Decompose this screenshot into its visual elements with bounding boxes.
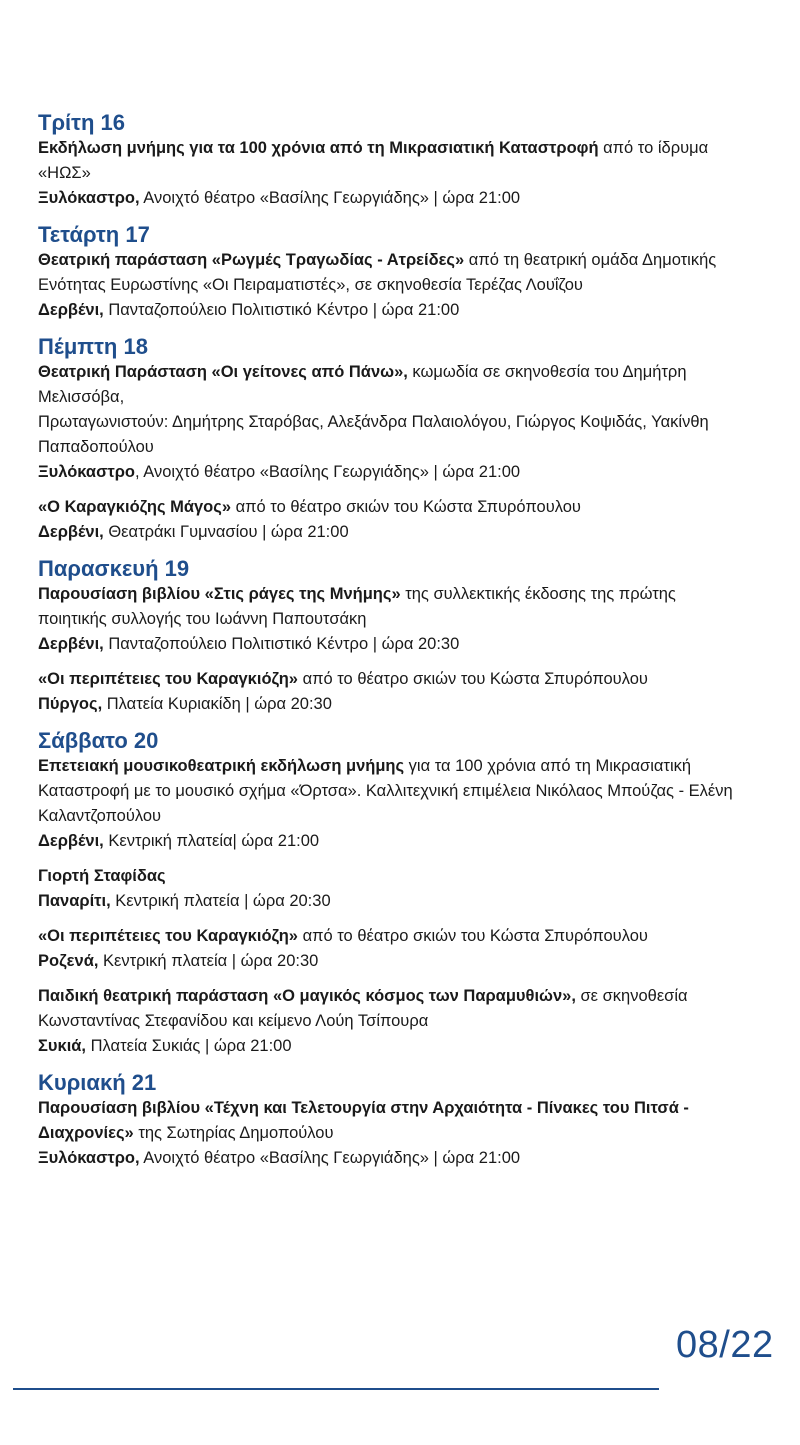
day-section xyxy=(38,221,738,323)
day-section xyxy=(38,555,738,717)
event-location xyxy=(38,692,738,717)
event-item xyxy=(38,754,738,854)
event-title: Γιορτή Σταφίδας xyxy=(38,867,166,885)
day-title: Τρίτη 16 xyxy=(38,110,126,135)
day-title: Παρασκευή 19 xyxy=(38,556,190,581)
event-description xyxy=(38,924,738,949)
event-location xyxy=(38,460,738,485)
event-title: «Οι περιπέτειες του Καραγκιόζη» xyxy=(38,670,298,688)
event-place: Συκιά, xyxy=(38,1037,87,1055)
event-location xyxy=(38,298,738,323)
event-place: Παναρίτι, xyxy=(38,892,111,910)
event-details: από τη θεατρική ομάδα Δημοτικής Ενότητας Ευρωστίνης «Οι Πειραματιστές», σε σκηνοθεσία Τερέζας Λουΐζου xyxy=(38,251,717,294)
day-title: Τετάρτη 17 xyxy=(38,222,150,247)
event-item xyxy=(38,984,738,1059)
event-title: Παρουσίαση βιβλίου «Τέχνη και Τελετουργία στην Αρχαιότητα - Πίνακες του Πιτσά - Διαχρονίες» xyxy=(38,1099,689,1142)
event-title: «Οι περιπέτειες του Καραγκιόζη» xyxy=(38,927,298,945)
event-place: Ξυλόκαστρο, xyxy=(38,189,140,207)
event-details: της συλλεκτικής έκδοσης της πρώτης ποιητικής συλλογής του Ιωάννη Παπουτσάκη xyxy=(38,585,676,628)
event-description xyxy=(38,864,738,889)
day-section xyxy=(38,727,738,1059)
event-location xyxy=(38,520,738,545)
event-place: Ξυλόκαστρο xyxy=(38,463,136,481)
event-title: Εκδήλωση μνήμης για τα 100 χρόνια από τη Μικρασιατική Καταστροφή xyxy=(38,139,599,157)
event-location xyxy=(38,829,738,854)
event-details: από το ίδρυμα «ΗΩΣ» xyxy=(38,139,709,182)
event-details: από το θέατρο σκιών του Κώστα Σπυρόπουλου xyxy=(298,927,648,945)
event-details: από το θέατρο σκιών του Κώστα Σπυρόπουλου xyxy=(298,670,648,688)
event-item xyxy=(38,495,738,545)
event-venue-time: Κεντρική πλατεία | ώρα 20:30 xyxy=(98,952,319,970)
event-location xyxy=(38,632,738,657)
event-title: Παιδική θεατρική παράσταση «Ο μαγικός κόσμος των Παραμυθιών», xyxy=(38,987,576,1005)
event-item xyxy=(38,1096,738,1171)
event-description xyxy=(38,495,738,520)
event-item xyxy=(38,136,738,211)
event-item xyxy=(38,582,738,657)
event-venue-time: Θεατράκι Γυμνασίου | ώρα 21:00 xyxy=(103,523,349,541)
event-title: Επετειακή μουσικοθεατρική εκδήλωση μνήμης xyxy=(38,757,405,775)
day-title: Κυριακή 21 xyxy=(38,1070,157,1095)
event-description xyxy=(38,360,738,410)
event-title: Θεατρική Παράσταση «Οι γείτονες από Πάνω», xyxy=(38,363,408,381)
event-details: κωμωδία σε σκηνοθεσία του Δημήτρη Μελισσόβα, xyxy=(38,363,687,406)
event-description xyxy=(38,754,738,829)
event-place: Δερβένι, xyxy=(38,301,104,319)
event-place: Δερβένι, xyxy=(38,523,104,541)
event-details: από το θέατρο σκιών του Κώστα Σπυρόπουλου xyxy=(231,498,581,516)
day-section xyxy=(38,1069,738,1171)
event-description xyxy=(38,1096,738,1146)
event-description xyxy=(38,582,738,632)
event-item xyxy=(38,248,738,323)
day-title: Πέμπτη 18 xyxy=(38,334,148,359)
event-item xyxy=(38,360,738,485)
event-location xyxy=(38,889,738,914)
day-title: Σάββατο 20 xyxy=(38,728,159,753)
event-venue-time: Κεντρική πλατεία | ώρα 20:30 xyxy=(110,892,331,910)
event-location xyxy=(38,949,738,974)
event-item xyxy=(38,924,738,974)
event-place: Δερβένι, xyxy=(38,832,104,850)
event-title: «Ο Καραγκιόζης Μάγος» xyxy=(38,498,232,516)
event-description xyxy=(38,248,738,298)
event-title: Θεατρική παράσταση «Ρωγμές Τραγωδίας - Ατρείδες» xyxy=(38,251,465,269)
event-venue-time: Ανοιχτό θέατρο «Βασίλης Γεωργιάδης» | ώρα 21:00 xyxy=(139,189,521,207)
event-details: σε σκηνοθεσία Κωνσταντίνας Στεφανίδου και κείμενο Λούη Τσίπουρα xyxy=(38,987,688,1030)
event-venue-time: Πλατεία Συκιάς | ώρα 21:00 xyxy=(86,1037,292,1055)
event-item xyxy=(38,667,738,717)
event-place: Πύργος, xyxy=(38,695,103,713)
event-details: της Σωτηρίας Δημοπούλου xyxy=(133,1124,334,1142)
event-title: Παρουσίαση βιβλίου «Στις ράγες της Μνήμης» xyxy=(38,585,401,603)
event-place: Ροζενά, xyxy=(38,952,99,970)
event-item xyxy=(38,864,738,914)
event-location xyxy=(38,186,738,211)
event-venue-time: , Ανοιχτό θέατρο «Βασίλης Γεωργιάδης» | ώρα 21:00 xyxy=(135,463,521,481)
day-section xyxy=(38,109,738,211)
footer-divider xyxy=(13,1388,659,1390)
event-location xyxy=(38,1034,738,1059)
event-description xyxy=(38,984,738,1034)
event-place: Ξυλόκαστρο, xyxy=(38,1149,140,1167)
event-description xyxy=(38,667,738,692)
event-schedule xyxy=(38,109,738,1173)
day-section xyxy=(38,333,738,545)
event-venue-time: Κεντρική πλατεία| ώρα 21:00 xyxy=(103,832,320,850)
event-venue-time: Ανοιχτό θέατρο «Βασίλης Γεωργιάδης» | ώρα 21:00 xyxy=(139,1149,521,1167)
event-location xyxy=(38,1146,738,1171)
event-cast: Πρωταγωνιστούν: Δημήτρης Σταρόβας, Αλεξάνδρα Παλαιολόγου, Γιώργος Κοψιδάς, Υακίνθη Παπαδοπούλου xyxy=(38,413,709,456)
event-venue-time: Πλατεία Κυριακίδη | ώρα 20:30 xyxy=(102,695,332,713)
event-description xyxy=(38,136,738,186)
page-number: 08/22 xyxy=(676,1324,774,1366)
event-details: για τα 100 χρόνια από τη Μικρασιατική Καταστροφή με το μουσικό σχήμα «Όρτσα». Καλλιτεχνική επιμέλεια Νικόλαος Μπούζας - Ελένη Καλαντζοπούλου xyxy=(38,757,733,825)
event-place: Δερβένι, xyxy=(38,635,104,653)
event-venue-time: Πανταζοπούλειο Πολιτιστικό Κέντρο | ώρα 20:30 xyxy=(103,635,460,653)
event-venue-time: Πανταζοπούλειο Πολιτιστικό Κέντρο | ώρα 21:00 xyxy=(103,301,460,319)
